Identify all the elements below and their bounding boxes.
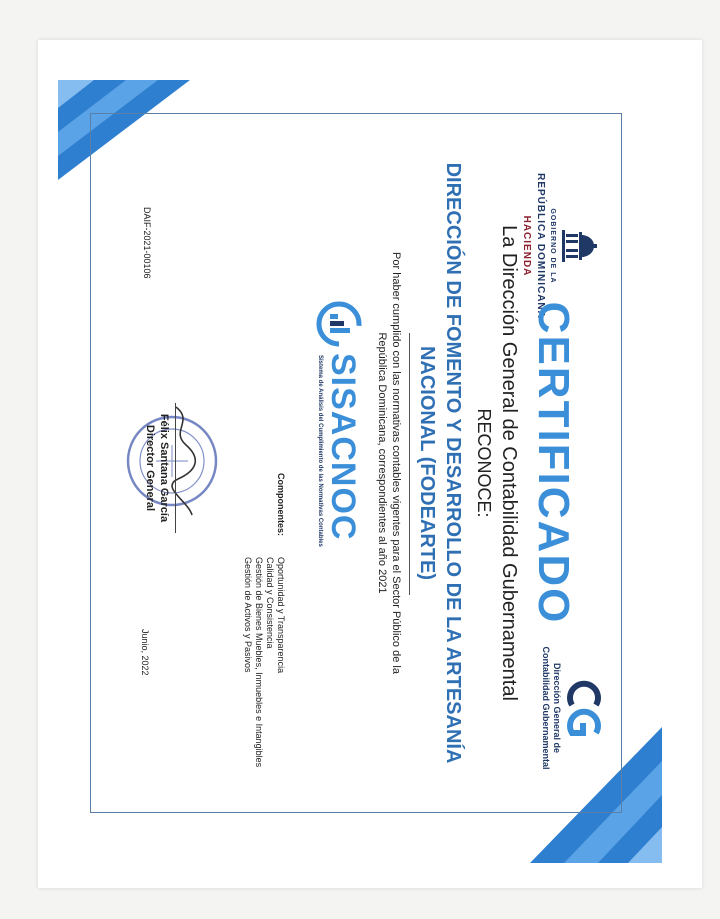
recipient-divider xyxy=(409,333,410,595)
recipient-line1: DIRECCIÓN DE FOMENTO Y DESARROLLO DE LA ARTESANÍA xyxy=(442,162,464,764)
component-item: Gestión de Bienes Muebles, Inmuebles e Intangibles xyxy=(254,557,264,768)
sisacnoc-name: SISACNOC xyxy=(324,353,362,541)
signer-name: Félix Santana García xyxy=(158,413,170,523)
cg-logo-mark-text: CG xyxy=(579,708,580,710)
component-item: Calidad y Consistencia xyxy=(265,557,275,649)
description-line2: República Dominicana, correspondientes al año 2021 xyxy=(376,332,388,594)
certificate-title: CERTIFICADO xyxy=(529,301,578,625)
recognizes-line: RECONOCE: xyxy=(474,408,494,518)
signature-line xyxy=(175,403,176,533)
document-code: DAIF-2021-00106 xyxy=(142,207,152,279)
sisacnoc-icon xyxy=(314,299,364,349)
cg-logo-line1: Dirección General de xyxy=(552,662,562,754)
components-list xyxy=(242,557,286,767)
signature xyxy=(168,401,198,521)
signer-role: Director General xyxy=(144,424,156,512)
gov-logo-line3: HACIENDA xyxy=(521,215,532,277)
certificate-body xyxy=(90,113,622,813)
components-label: Componentes: xyxy=(276,473,286,536)
description-line1: Por haber cumplido con las normativas contables vigentes para el Sector Público de la xyxy=(390,252,402,674)
gov-logo-line2: REPÚBLICA DOMINICANA xyxy=(535,173,546,319)
component-item: Gestión de Activos y Pasivos xyxy=(243,557,253,673)
cg-logo-line2: Contabilidad Gubernamental xyxy=(541,646,551,770)
gov-logo-line1: GOBIERNO DE LA xyxy=(549,208,556,284)
component-item: Oportunidad y Transparencia xyxy=(276,557,286,674)
issuer-line: La Dirección General de Contabilidad Gubernamental xyxy=(498,225,520,701)
recipient-line2: NACIONAL (FODEARTE) xyxy=(416,345,438,581)
issue-date: Junio, 2022 xyxy=(140,629,150,676)
sisacnoc-logo xyxy=(308,299,364,609)
sisacnoc-tagline: Sistema de Análisis del Cumplimiento de las Normativas Contables xyxy=(317,355,323,547)
